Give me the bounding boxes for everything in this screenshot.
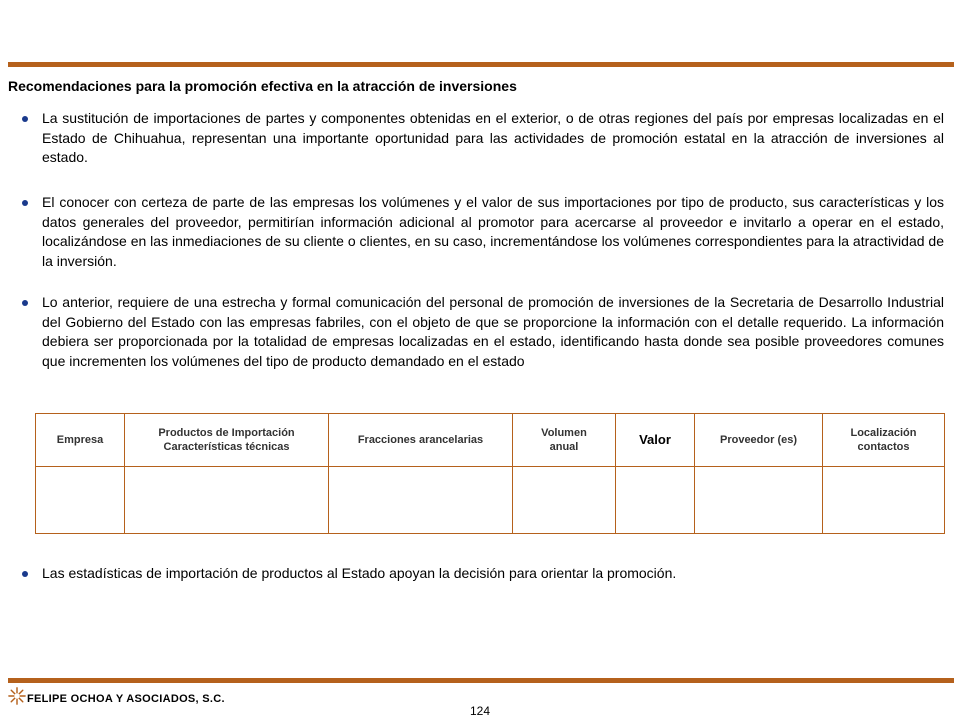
bullet-text: Las estadísticas de importación de productos al Estado apoyan la decisión para orientar la promoción. [42, 565, 677, 581]
column-header-fracciones: Fracciones arancelarias [329, 414, 513, 467]
bullet-text: La sustitución de importaciones de partes y componentes obtenidas en el exterior, o de otras regiones del país por empresas localizadas en el Estado de Chihuahua, representan una importante oportunidad para las actividades de promoción estatal en la atracción de inversiones al estado. [42, 110, 944, 165]
table-cell [823, 467, 945, 534]
company-logo-icon [8, 687, 26, 705]
top-rule [8, 62, 954, 67]
bullet-dot-icon [22, 300, 28, 306]
bullet-item [22, 293, 944, 371]
bullet-text: Lo anterior, requiere de una estrecha y formal comunicación del personal de promoción de inversiones de la Secretaria de Desarrollo Industrial del Gobierno del Estado con las empresas fabriles, con el objeto de que se proporcione la información con el detalle requerido. La información debiera ser proporcionada por la totalidad de empresas localizadas en el estado, identificando hasta donde sea posible proveedores comunes que incrementen los volúmenes del tipo de producto demandado en el estado [42, 294, 944, 369]
bullet-text: El conocer con certeza de parte de las empresas los volúmenes y el valor de sus importaciones por tipo de producto, sus características y los datos generales del proveedor, permitirían información adicional al promotor para acercarse al proveedor e invitarlo a operar en el estado, localizándose en las inmediaciones de su cliente o clientes, en su caso, incrementándose los volúmenes correspondientes para la atractividad de la inversión. [42, 194, 944, 269]
table-cell [36, 467, 125, 534]
page-number: 124 [470, 704, 491, 718]
bullet-item [22, 109, 944, 168]
footer-company-name: FELIPE OCHOA Y ASOCIADOS, S.C. [27, 693, 225, 705]
bullet-item [22, 193, 944, 271]
column-header-empresa: Empresa [36, 414, 125, 467]
table-cell [513, 467, 616, 534]
table-cell [616, 467, 695, 534]
bullet-dot-icon [22, 116, 28, 122]
table-cell [695, 467, 823, 534]
table-header-row [36, 414, 945, 467]
bullet-dot-icon [22, 571, 28, 577]
bottom-rule [8, 678, 954, 683]
bullet-dot-icon [22, 200, 28, 206]
column-header-productos: Productos de Importación Características técnicas [125, 414, 329, 467]
table-row [36, 467, 945, 534]
column-header-localizacion: Localización contactos [823, 414, 945, 467]
table-cell [125, 467, 329, 534]
column-header-proveedor: Proveedor (es) [695, 414, 823, 467]
bullet-item [22, 564, 944, 584]
column-header-volumen: Volumen anual [513, 414, 616, 467]
page-title: Recomendaciones para la promoción efectiva en la atracción de inversiones [8, 78, 517, 94]
column-header-valor: Valor [616, 414, 695, 467]
data-table [35, 413, 945, 534]
table-cell [329, 467, 513, 534]
